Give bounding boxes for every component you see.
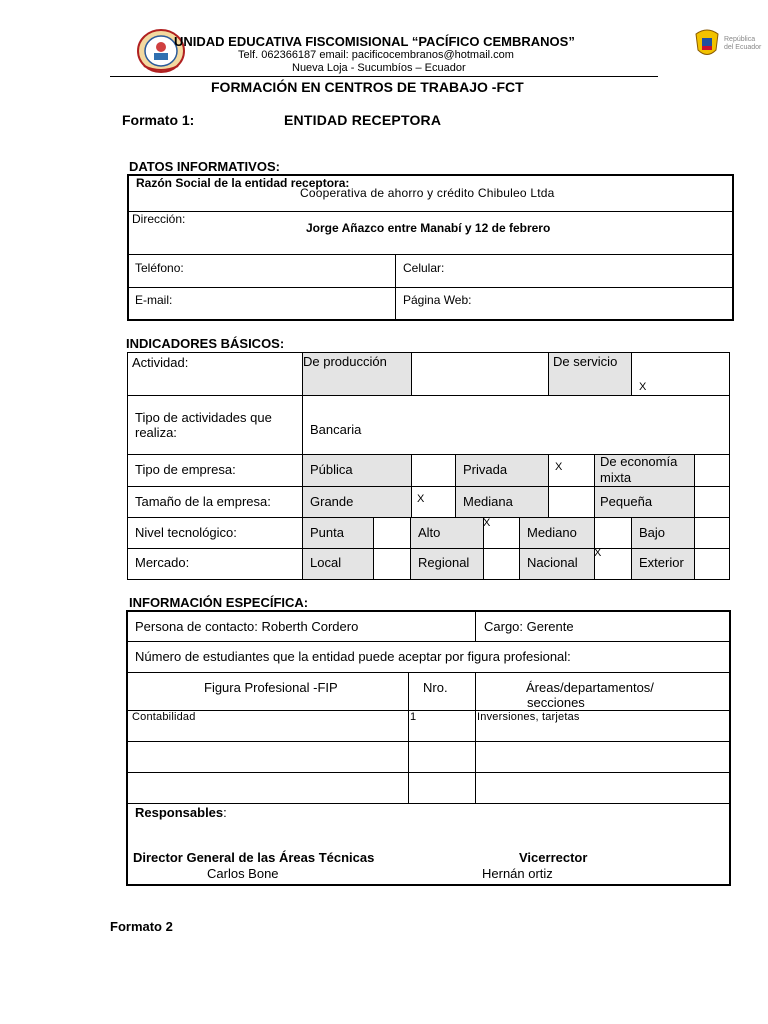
- school-name: UNIDAD EDUCATIVA FISCOMISIONAL “PACÍFICO CEMBRANOS”: [174, 34, 575, 49]
- ind-row-divider: [127, 548, 730, 549]
- servicio-mark: X: [639, 381, 647, 393]
- exterior-label: Exterior: [639, 555, 684, 570]
- ecuador-government-logo: [692, 28, 762, 60]
- ind-col-divider: [694, 454, 695, 517]
- ind-col-divider: [631, 352, 632, 395]
- datos-row-divider: [128, 211, 733, 212]
- school-location: Nueva Loja - Sucumbíos – Ecuador: [292, 62, 466, 74]
- datos-heading: DATOS INFORMATIVOS:: [129, 159, 280, 174]
- publica-label: Pública: [310, 462, 353, 477]
- datos-col-divider: [395, 254, 396, 320]
- razon-social-value: Cooperativa de ahorro y crédito Chibuleo Ltda: [300, 186, 555, 200]
- vicerrector-title: Vicerrector: [519, 850, 588, 865]
- formato1-label: Formato 1:: [122, 112, 195, 128]
- datos-row-divider: [128, 254, 733, 255]
- esp-col-divider: [408, 672, 409, 803]
- servicio-label: De servicio: [553, 354, 618, 369]
- mixta-label-1: De economía: [600, 454, 678, 469]
- numero-estudiantes-text: Número de estudiantes que la entidad puede aceptar por figura profesional:: [135, 649, 571, 664]
- responsables-colon: :: [223, 805, 227, 820]
- grande-label: Grande: [310, 494, 354, 509]
- director-name: Carlos Bone: [207, 866, 279, 881]
- gov-logo-text-2: del Ecuador: [724, 44, 762, 51]
- header-rule: [110, 76, 658, 77]
- tipo-empresa-label: Tipo de empresa:: [135, 462, 236, 477]
- esp-row-divider: [127, 741, 730, 742]
- row1-areas: Inversiones, tarjetas: [477, 711, 580, 723]
- ind-col-divider: [411, 352, 412, 395]
- direccion-value: Jorge Añazco entre Manabí y 12 de febrero: [306, 221, 551, 235]
- esp-row-divider: [127, 772, 730, 773]
- grande-mark: X: [417, 493, 425, 505]
- formato2-label: Formato 2: [110, 919, 173, 934]
- ind-border-right: [729, 352, 730, 580]
- web-label: Página Web:: [403, 293, 472, 307]
- pequena-label: Pequeña: [600, 494, 653, 509]
- tipo-actividades-label-1: Tipo de actividades que: [135, 410, 272, 425]
- regional-label: Regional: [418, 555, 470, 570]
- tipo-actividades-value: Bancaria: [310, 422, 362, 437]
- ind-col-divider: [373, 517, 374, 579]
- gov-logo-text-1: República: [724, 36, 756, 43]
- indicadores-heading: INDICADORES BÁSICOS:: [126, 336, 285, 351]
- director-title: Director General de las Áreas Técnicas: [133, 850, 375, 865]
- tipo-actividades-label-2: realiza:: [135, 425, 177, 440]
- nivel-label: Nivel tecnológico:: [135, 525, 237, 540]
- ind-border-bottom: [127, 579, 730, 580]
- ind-col-divider: [455, 454, 456, 517]
- email-label: E-mail:: [135, 293, 173, 307]
- privada-label: Privada: [463, 462, 508, 477]
- contacto-text: Persona de contacto: Roberth Cordero: [135, 619, 359, 634]
- ind-row-divider: [127, 486, 730, 487]
- col-nro-header: Nro.: [423, 680, 448, 695]
- ind-col-divider: [411, 454, 412, 517]
- row1-nro: 1: [410, 711, 417, 723]
- esp-row-divider: [127, 641, 730, 642]
- mixta-label-2: mixta: [600, 470, 632, 485]
- bajo-label: Bajo: [639, 525, 666, 540]
- celular-label: Celular:: [403, 261, 445, 275]
- esp-col-divider: [475, 611, 476, 641]
- ind-border-left: [127, 352, 128, 580]
- alto-mark: X: [483, 517, 491, 529]
- esp-row-divider: [127, 803, 730, 804]
- telefono-label: Teléfono:: [135, 261, 184, 275]
- local-label: Local: [310, 555, 342, 570]
- ind-col-divider: [694, 517, 695, 579]
- responsables-label: [135, 805, 227, 820]
- responsables-text: Responsables: [135, 805, 224, 820]
- ind-row-divider: [127, 517, 730, 518]
- esp-col-divider: [475, 672, 476, 803]
- produccion-label: De producción: [303, 354, 387, 369]
- ind-col-divider: [594, 454, 595, 517]
- ind-row-divider: [127, 395, 730, 396]
- school-contact: Telf. 062366187 email: pacificocembranos@hotmail.com: [238, 49, 514, 61]
- col-areas-header-1: Áreas/departamentos/: [526, 680, 654, 695]
- nacional-mark: X: [594, 547, 602, 559]
- ind-col-divider: [519, 517, 520, 579]
- row1-figura: Contabilidad: [132, 711, 196, 723]
- ind-border-top: [127, 352, 730, 353]
- col-areas-header-2: secciones: [527, 695, 585, 710]
- razon-social-label: Razón Social de la entidad receptora:: [136, 176, 350, 190]
- nacional-label: Nacional: [527, 555, 578, 570]
- mediano-label: Mediano: [527, 525, 577, 540]
- mercado-label: Mercado:: [135, 555, 190, 570]
- actividad-label: Actividad:: [132, 355, 189, 370]
- ind-col-divider: [631, 517, 632, 579]
- ind-col-divider: [548, 454, 549, 517]
- col-figura-header: Figura Profesional -FIP: [204, 680, 338, 695]
- punta-label: Punta: [310, 525, 344, 540]
- direccion-label: Dirección:: [132, 212, 186, 226]
- especifica-heading: INFORMACIÓN ESPECÍFICA:: [129, 595, 309, 610]
- vicerrector-name: Hernán ortiz: [482, 866, 553, 881]
- cargo-text: Cargo: Gerente: [484, 619, 574, 634]
- esp-row-divider: [127, 672, 730, 673]
- alto-label: Alto: [418, 525, 441, 540]
- tamano-label: Tamaño de la empresa:: [135, 494, 271, 509]
- esp-row-divider: [127, 710, 730, 711]
- mediana-label: Mediana: [463, 494, 513, 509]
- ind-col-divider: [548, 352, 549, 395]
- ind-col-divider: [410, 517, 411, 579]
- page-title: FORMACIÓN EN CENTROS DE TRABAJO -FCT: [211, 79, 524, 95]
- datos-row-divider: [128, 287, 733, 288]
- ind-col-divider: [302, 352, 303, 580]
- privada-mark: X: [555, 461, 563, 473]
- formato1-value: ENTIDAD RECEPTORA: [284, 112, 442, 128]
